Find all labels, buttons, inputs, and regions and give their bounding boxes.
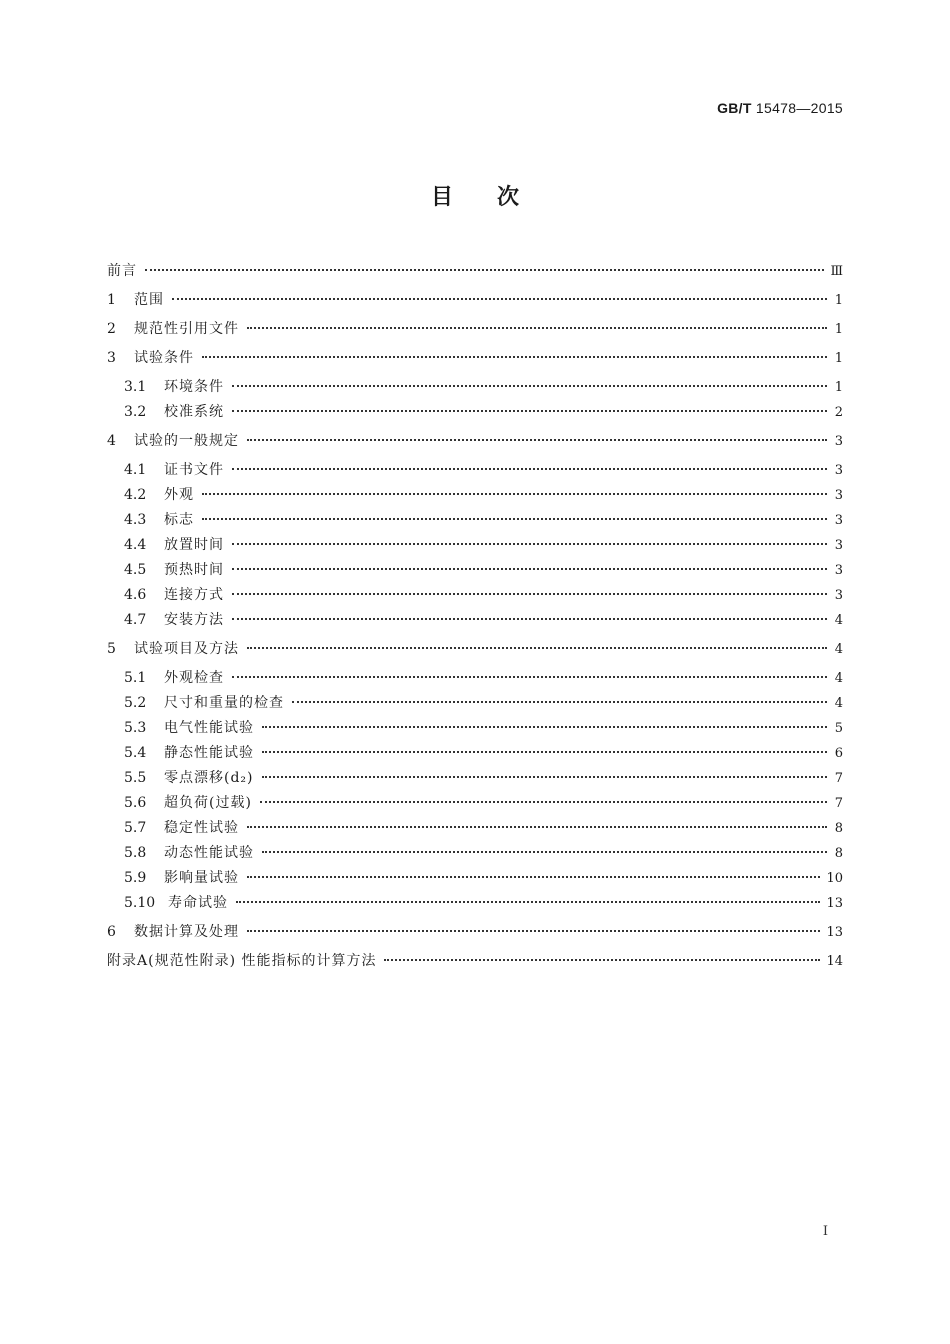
toc-entry-page: 5 <box>834 721 843 736</box>
toc-entry[interactable] <box>107 949 843 974</box>
toc-leader-dots <box>232 676 827 678</box>
toc-entry-page: 7 <box>834 796 843 811</box>
toc-entry[interactable] <box>107 741 843 766</box>
toc-entry-number: 5.9 <box>124 870 147 886</box>
toc-entry-label: 证书文件 <box>164 462 224 478</box>
toc-entry-number: 5.5 <box>124 770 147 786</box>
toc-entry-page: 1 <box>834 380 843 395</box>
toc-entry[interactable] <box>107 666 843 691</box>
toc-entry-number: 5.7 <box>124 820 147 836</box>
toc-entry-label: 静态性能试验 <box>164 745 254 761</box>
toc-entry[interactable] <box>107 508 843 533</box>
toc-entry-number: 4.2 <box>124 487 147 503</box>
toc-entry-label: 外观 <box>164 487 194 503</box>
toc-leader-dots <box>232 568 827 570</box>
toc-entry-label: 稳定性试验 <box>164 820 239 836</box>
toc-leader-dots <box>232 385 827 387</box>
toc-leader-dots <box>202 356 827 358</box>
toc-entry-page: 8 <box>834 821 843 836</box>
toc-entry-label: 前言 <box>107 263 137 279</box>
toc-entry-page: 1 <box>834 351 843 366</box>
toc-entry[interactable] <box>107 716 843 741</box>
toc-leader-dots <box>292 701 827 703</box>
toc-leader-dots <box>236 901 820 903</box>
toc-entry-number: 5.8 <box>124 845 147 861</box>
toc-entry-label: 规范性引用文件 <box>134 321 239 337</box>
toc-entry-number: 4.1 <box>124 462 147 478</box>
toc-entry-page: 4 <box>834 613 843 628</box>
toc-entry-page: 4 <box>834 671 843 686</box>
toc-leader-dots <box>247 930 820 932</box>
toc-entry[interactable] <box>107 375 843 400</box>
toc-entry-page: 7 <box>834 771 843 786</box>
toc-entry-number: 3 <box>107 350 116 366</box>
toc-leader-dots <box>232 468 827 470</box>
toc-entry-page: 8 <box>834 846 843 861</box>
toc-entry-label: 标志 <box>164 512 194 528</box>
toc-entry-label: 试验项目及方法 <box>134 641 239 657</box>
toc-entry-page: 3 <box>834 538 843 553</box>
toc-entry[interactable] <box>107 791 843 816</box>
toc-entry-label: 附录A(规范性附录) 性能指标的计算方法 <box>107 953 377 969</box>
toc-entry-label: 连接方式 <box>164 587 224 603</box>
toc-entry-label: 影响量试验 <box>164 870 239 886</box>
toc-leader-dots <box>232 410 827 412</box>
toc-entry-number: 4.4 <box>124 537 147 553</box>
toc-entry-label: 数据计算及处理 <box>134 924 239 940</box>
toc-entry[interactable] <box>107 866 843 891</box>
page-number: Ⅰ <box>822 1224 828 1239</box>
toc-entry-page: 3 <box>834 563 843 578</box>
toc-entry-label: 校准系统 <box>164 404 224 420</box>
toc-entry[interactable] <box>107 766 843 791</box>
toc-entry-page: 13 <box>826 896 843 911</box>
toc-entry[interactable] <box>107 816 843 841</box>
toc-entry-number: 3.1 <box>124 379 147 395</box>
page-title: 目次 <box>430 184 563 210</box>
toc-leader-dots <box>262 751 827 753</box>
toc-entry-page: 13 <box>826 925 843 940</box>
toc-leader-dots <box>384 959 820 961</box>
standard-number <box>717 100 843 116</box>
toc-entry[interactable] <box>107 841 843 866</box>
toc-entry[interactable] <box>107 458 843 483</box>
toc-entry-label: 动态性能试验 <box>164 845 254 861</box>
toc-leader-dots <box>247 647 827 649</box>
toc-entry[interactable] <box>107 400 843 425</box>
toc-leader-dots <box>247 876 820 878</box>
toc-entry-page: 3 <box>834 588 843 603</box>
toc-entry[interactable] <box>107 608 843 633</box>
toc-leader-dots <box>145 269 824 271</box>
toc-leader-dots <box>232 593 827 595</box>
toc-entry-label: 放置时间 <box>164 537 224 553</box>
toc-entry-label: 超负荷(过载) <box>164 795 252 811</box>
toc-entry[interactable] <box>107 346 843 371</box>
toc-entry-page: 14 <box>826 954 843 969</box>
toc-leader-dots <box>247 439 827 441</box>
toc-leader-dots <box>262 776 828 778</box>
toc-leader-dots <box>202 493 827 495</box>
toc-entry-number: 2 <box>107 321 116 337</box>
toc-entry[interactable] <box>107 259 843 284</box>
toc-leader-dots <box>247 327 827 329</box>
toc-entry-page: 10 <box>826 871 843 886</box>
toc-entry[interactable] <box>107 891 843 916</box>
toc-entry-number: 1 <box>107 292 116 308</box>
toc-entry-page: 4 <box>834 696 843 711</box>
table-of-contents <box>107 259 843 974</box>
toc-entry-number: 5.2 <box>124 695 147 711</box>
toc-entry-label: 安装方法 <box>164 612 224 628</box>
toc-entry-number: 5.1 <box>124 670 147 686</box>
toc-entry-number: 5 <box>107 641 116 657</box>
toc-entry-number: 4.3 <box>124 512 147 528</box>
toc-leader-dots <box>232 543 827 545</box>
toc-entry[interactable] <box>107 317 843 342</box>
toc-entry[interactable] <box>107 483 843 508</box>
toc-entry-number: 5.6 <box>124 795 147 811</box>
toc-leader-dots <box>202 518 827 520</box>
toc-entry-label: 环境条件 <box>164 379 224 395</box>
toc-leader-dots <box>260 801 827 803</box>
toc-leader-dots <box>172 298 827 300</box>
toc-entry-page: 3 <box>834 434 843 449</box>
toc-entry-page: 3 <box>834 463 843 478</box>
toc-entry[interactable] <box>107 429 843 454</box>
toc-entry-page: 6 <box>834 746 843 761</box>
toc-entry-label: 试验的一般规定 <box>134 433 239 449</box>
toc-entry-label: 电气性能试验 <box>164 720 254 736</box>
toc-entry-page: Ⅲ <box>830 264 843 279</box>
toc-entry-number: 5.3 <box>124 720 147 736</box>
toc-entry[interactable] <box>107 691 843 716</box>
toc-entry-page: 1 <box>834 293 843 308</box>
toc-entry-number: 5.4 <box>124 745 147 761</box>
toc-leader-dots <box>262 726 827 728</box>
toc-entry-number: 6 <box>107 924 116 940</box>
toc-entry-label: 预热时间 <box>164 562 224 578</box>
toc-entry[interactable] <box>107 637 843 662</box>
toc-entry-page: 1 <box>834 322 843 337</box>
toc-entry-number: 4 <box>107 433 116 449</box>
toc-entry-page: 3 <box>834 513 843 528</box>
toc-entry[interactable] <box>107 288 843 313</box>
toc-entry-label: 范围 <box>134 292 164 308</box>
toc-entry-page: 3 <box>834 488 843 503</box>
standard-code: GB/T <box>717 100 752 116</box>
toc-entry-number: 4.5 <box>124 562 147 578</box>
toc-entry-label: 寿命试验 <box>168 895 228 911</box>
toc-leader-dots <box>262 851 827 853</box>
toc-leader-dots <box>247 826 827 828</box>
toc-leader-dots <box>232 618 827 620</box>
toc-entry[interactable] <box>107 558 843 583</box>
toc-entry-number: 5.10 <box>124 895 156 911</box>
standard-serial: 15478—2015 <box>755 100 843 116</box>
toc-entry-page: 4 <box>834 642 843 657</box>
toc-entry-page: 2 <box>834 405 843 420</box>
toc-entry-label: 外观检查 <box>164 670 224 686</box>
toc-entry-number: 4.6 <box>124 587 147 603</box>
toc-entry-label: 尺寸和重量的检查 <box>164 695 284 711</box>
toc-entry[interactable] <box>107 533 843 558</box>
toc-entry[interactable] <box>107 583 843 608</box>
toc-entry-number: 4.7 <box>124 612 147 628</box>
toc-entry-label: 零点漂移(d₂) <box>164 770 254 786</box>
toc-entry-label: 试验条件 <box>134 350 194 366</box>
toc-entry[interactable] <box>107 920 843 945</box>
toc-entry-number: 3.2 <box>124 404 147 420</box>
